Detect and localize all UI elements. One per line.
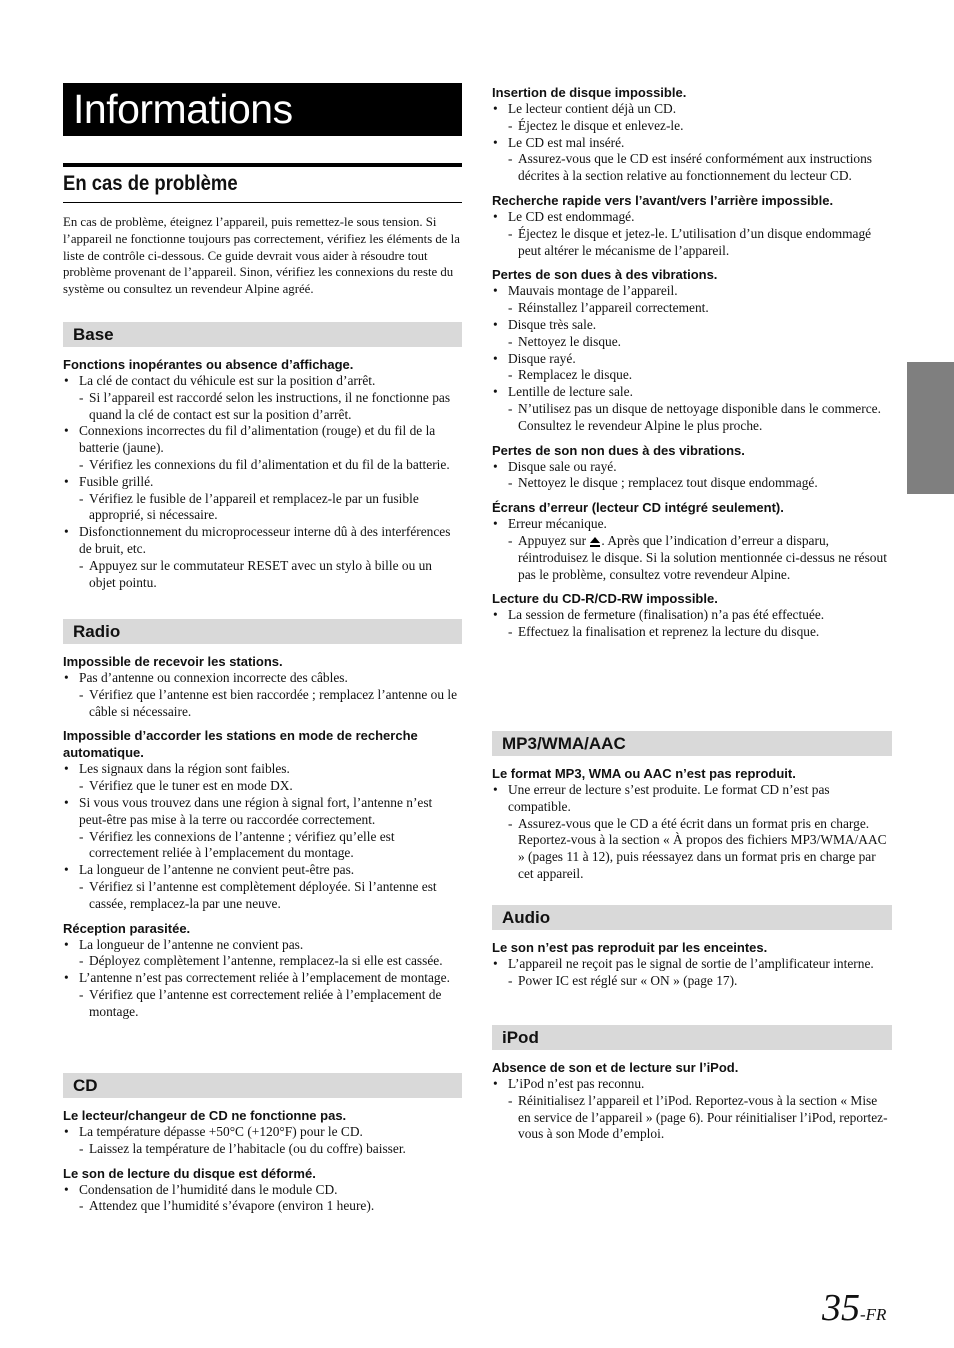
base-section	[63, 322, 462, 591]
intro-paragraph: En cas de problème, éteignez l’appareil, puis remettez-le sous tension. Si l’appareil ne fonctionne toujours pas correctement, vérifiez les éléments de la liste de contrôle ci-dessous. Ce guide devrait vous aider à résoudre tout problème provenant de l’appareil. Sinon, vérifiez les connexions du reste du système ou consultez un revendeur Alpine agréé.	[63, 215, 460, 297]
bullet: • Disque rayé.	[492, 351, 892, 368]
mp3-section	[492, 731, 892, 883]
remedy: - Attendez que l’humidité s’évapore (environ 1 heure).	[63, 1198, 462, 1215]
bullet: • Connexions incorrectes du fil d’alimentation (rouge) et du fil de la batterie (jaune).	[63, 423, 462, 457]
page-suffix: -FR	[860, 1305, 887, 1324]
bullet: • Disfonctionnement du microprocesseur interne dû à des interférences de bruit, etc.	[63, 524, 462, 558]
bullet: • Les signaux dans la région sont faibles.	[63, 761, 462, 778]
remedy-text-b: . Après que l’indication d’erreur a disparu, réintroduisez le disque. Si la solution mentionnée ci-dessus ne résout pas le problème, consultez votre revendeur Alpine.	[518, 532, 887, 582]
remedy: - Si l’appareil est raccordé selon les instructions, il ne fonctionne pas quand la clé de contact est sur la position d’arrêt.	[63, 390, 462, 424]
bullet: • La température dépasse +50°C (+120°F) pour le CD.	[63, 1124, 462, 1141]
bullet: • La longueur de l’antenne ne convient pas.	[63, 937, 462, 954]
question: Le format MP3, WMA ou AAC n’est pas reproduit.	[492, 766, 796, 781]
bullet: • Pas d’antenne ou connexion incorrecte des câbles.	[63, 670, 462, 687]
question: Impossible de recevoir les stations.	[63, 654, 283, 669]
bullet: • Une erreur de lecture s’est produite. Le format CD n’est pas compatible.	[492, 782, 892, 816]
bullet: • Disque sale ou rayé.	[492, 459, 892, 476]
remedy: - Laissez la température de l’habitacle (ou du coffre) baisser.	[63, 1141, 462, 1158]
question: Le son de lecture du disque est déformé.	[63, 1165, 316, 1181]
subheading-mp3: MP3/WMA/AAC	[492, 731, 892, 756]
remedy: - Vérifiez les connexions du fil d’alimentation et du fil de la batterie.	[63, 457, 462, 474]
side-tab	[907, 362, 954, 494]
remedy: - Effectuez la finalisation et reprenez la lecture du disque.	[492, 624, 892, 641]
cd-section	[63, 1073, 462, 1215]
remedy: - Réinstallez l’appareil correctement.	[492, 300, 892, 317]
bullet: • La session de fermeture (finalisation) n’a pas été effectuée.	[492, 607, 892, 624]
remedy: - Vérifiez le fusible de l’appareil et remplacez-le par un fusible approprié, si nécessaire.	[63, 491, 462, 525]
section-title	[63, 163, 462, 203]
subheading-ipod: iPod	[492, 1025, 892, 1050]
bullet: • Lentille de lecture sale.	[492, 384, 892, 401]
remedy: - Éjectez le disque et enlevez-le.	[492, 118, 892, 135]
remedy: - Vérifiez si l’antenne est complètement déployée. Si l’antenne est cassée, remplacez-la par une neuve.	[63, 879, 462, 913]
section-title-text: En cas de problème	[63, 172, 238, 195]
page-number	[822, 1286, 886, 1330]
page-title: Informations	[63, 83, 462, 136]
eject-icon	[589, 537, 601, 547]
radio-section	[63, 619, 462, 1021]
remedy: - Nettoyez le disque.	[492, 334, 892, 351]
bullet: • La longueur de l’antenne ne convient peut-être pas.	[63, 862, 462, 879]
question: Recherche rapide vers l’avant/vers l’arrière impossible.	[492, 192, 834, 208]
bullet: • Le CD est mal inséré.	[492, 135, 892, 152]
remedy-text-a: Appuyez sur	[518, 532, 587, 548]
remedy: - Nettoyez le disque ; remplacez tout disque endommagé.	[492, 475, 892, 492]
question: Insertion de disque impossible.	[492, 85, 687, 100]
remedy: - Remplacez le disque.	[492, 367, 892, 384]
question: Écrans d’erreur (lecteur CD intégré seulement).	[492, 500, 784, 516]
bullet: • Erreur mécanique.	[492, 516, 892, 533]
bullet: • Si vous vous trouvez dans une région à signal fort, l’antenne n’est peut-être pas mise à la terre ou raccordée correctement.	[63, 795, 462, 829]
subheading-radio: Radio	[63, 619, 462, 644]
remedy: - Vérifiez que le tuner est en mode DX.	[63, 778, 462, 795]
remedy: - Assurez-vous que le CD est inséré conformément aux instructions décrites à la section relative au fonctionnement du lecteur CD.	[492, 151, 892, 185]
question: Le lecteur/changeur de CD ne fonctionne pas.	[63, 1108, 347, 1123]
question: Impossible d’accorder les stations en mode de recherche automatique.	[63, 728, 418, 761]
subheading-base: Base	[63, 322, 462, 347]
bullet: • Fusible grillé.	[63, 474, 462, 491]
ipod-section	[492, 1025, 892, 1143]
audio-section	[492, 905, 892, 990]
remedy: - Éjectez le disque et jetez-le. L’utilisation d’un disque endommagé peut altérer le mécanisme de l’appareil.	[492, 226, 892, 260]
subheading-cd: CD	[63, 1073, 462, 1098]
bullet: • La clé de contact du véhicule est sur la position d’arrêt.	[63, 373, 462, 390]
remedy: - Appuyez sur le commutateur RESET avec un stylo à bille ou un objet pointu.	[63, 558, 462, 592]
bullet: • L’iPod n’est pas reconnu.	[492, 1076, 892, 1093]
question: Pertes de son dues à des vibrations.	[492, 267, 718, 283]
page-number-value: 35	[822, 1287, 860, 1329]
remedy: - Vérifiez les connexions de l’antenne ; vérifiez qu’elle est correctement reliée à l’emplacement du montage.	[63, 829, 462, 863]
remedy	[492, 533, 892, 583]
bullet: • Disque très sale.	[492, 317, 892, 334]
question: Réception parasitée.	[63, 920, 191, 936]
remedy: - Vérifiez que l’antenne est bien raccordée ; remplacez l’antenne ou le câble si nécessaire.	[63, 687, 462, 721]
remedy: - N’utilisez pas un disque de nettoyage disponible dans le commerce. Consultez le revendeur Alpine le plus proche.	[492, 401, 892, 435]
question: Pertes de son non dues à des vibrations.	[492, 442, 745, 458]
remedy: - Réinitialisez l’appareil et l’iPod. Reportez-vous à la section « Mise en service de l’appareil » (page 6). Pour réinitialiser l’iPod, reportez-vous à son Mode d’emploi.	[492, 1093, 892, 1143]
bullet: • Mauvais montage de l’appareil.	[492, 283, 892, 300]
bullet: • Le lecteur contient déjà un CD.	[492, 101, 892, 118]
question: Le son n’est pas reproduit par les enceintes.	[492, 940, 768, 955]
question: Absence de son et de lecture sur l’iPod.	[492, 1060, 739, 1075]
bullet: • L’antenne n’est pas correctement reliée à l’emplacement de montage.	[63, 970, 462, 987]
subheading-audio: Audio	[492, 905, 892, 930]
bullet: • Condensation de l’humidité dans le module CD.	[63, 1182, 462, 1199]
remedy: - Déployez complètement l’antenne, remplacez-la si elle est cassée.	[63, 953, 462, 970]
bullet: • Le CD est endommagé.	[492, 209, 892, 226]
remedy: - Assurez-vous que le CD a été écrit dans un format pris en charge. Reportez-vous à la section « À propos des fichiers MP3/WMA/AAC » (pages 11 à 12), puis réessayez dans un format pris en charge par cet appareil.	[492, 816, 892, 883]
remedy: - Vérifiez que l’antenne est correctement reliée à l’emplacement de montage.	[63, 987, 462, 1021]
question: Fonctions inopérantes ou absence d’affichage.	[63, 357, 354, 372]
cd-section-continued	[492, 84, 892, 641]
question: Lecture du CD-R/CD-RW impossible.	[492, 591, 718, 607]
bullet: • L’appareil ne reçoit pas le signal de sortie de l’amplificateur interne.	[492, 956, 892, 973]
remedy: - Power IC est réglé sur « ON » (page 17).	[492, 973, 892, 990]
